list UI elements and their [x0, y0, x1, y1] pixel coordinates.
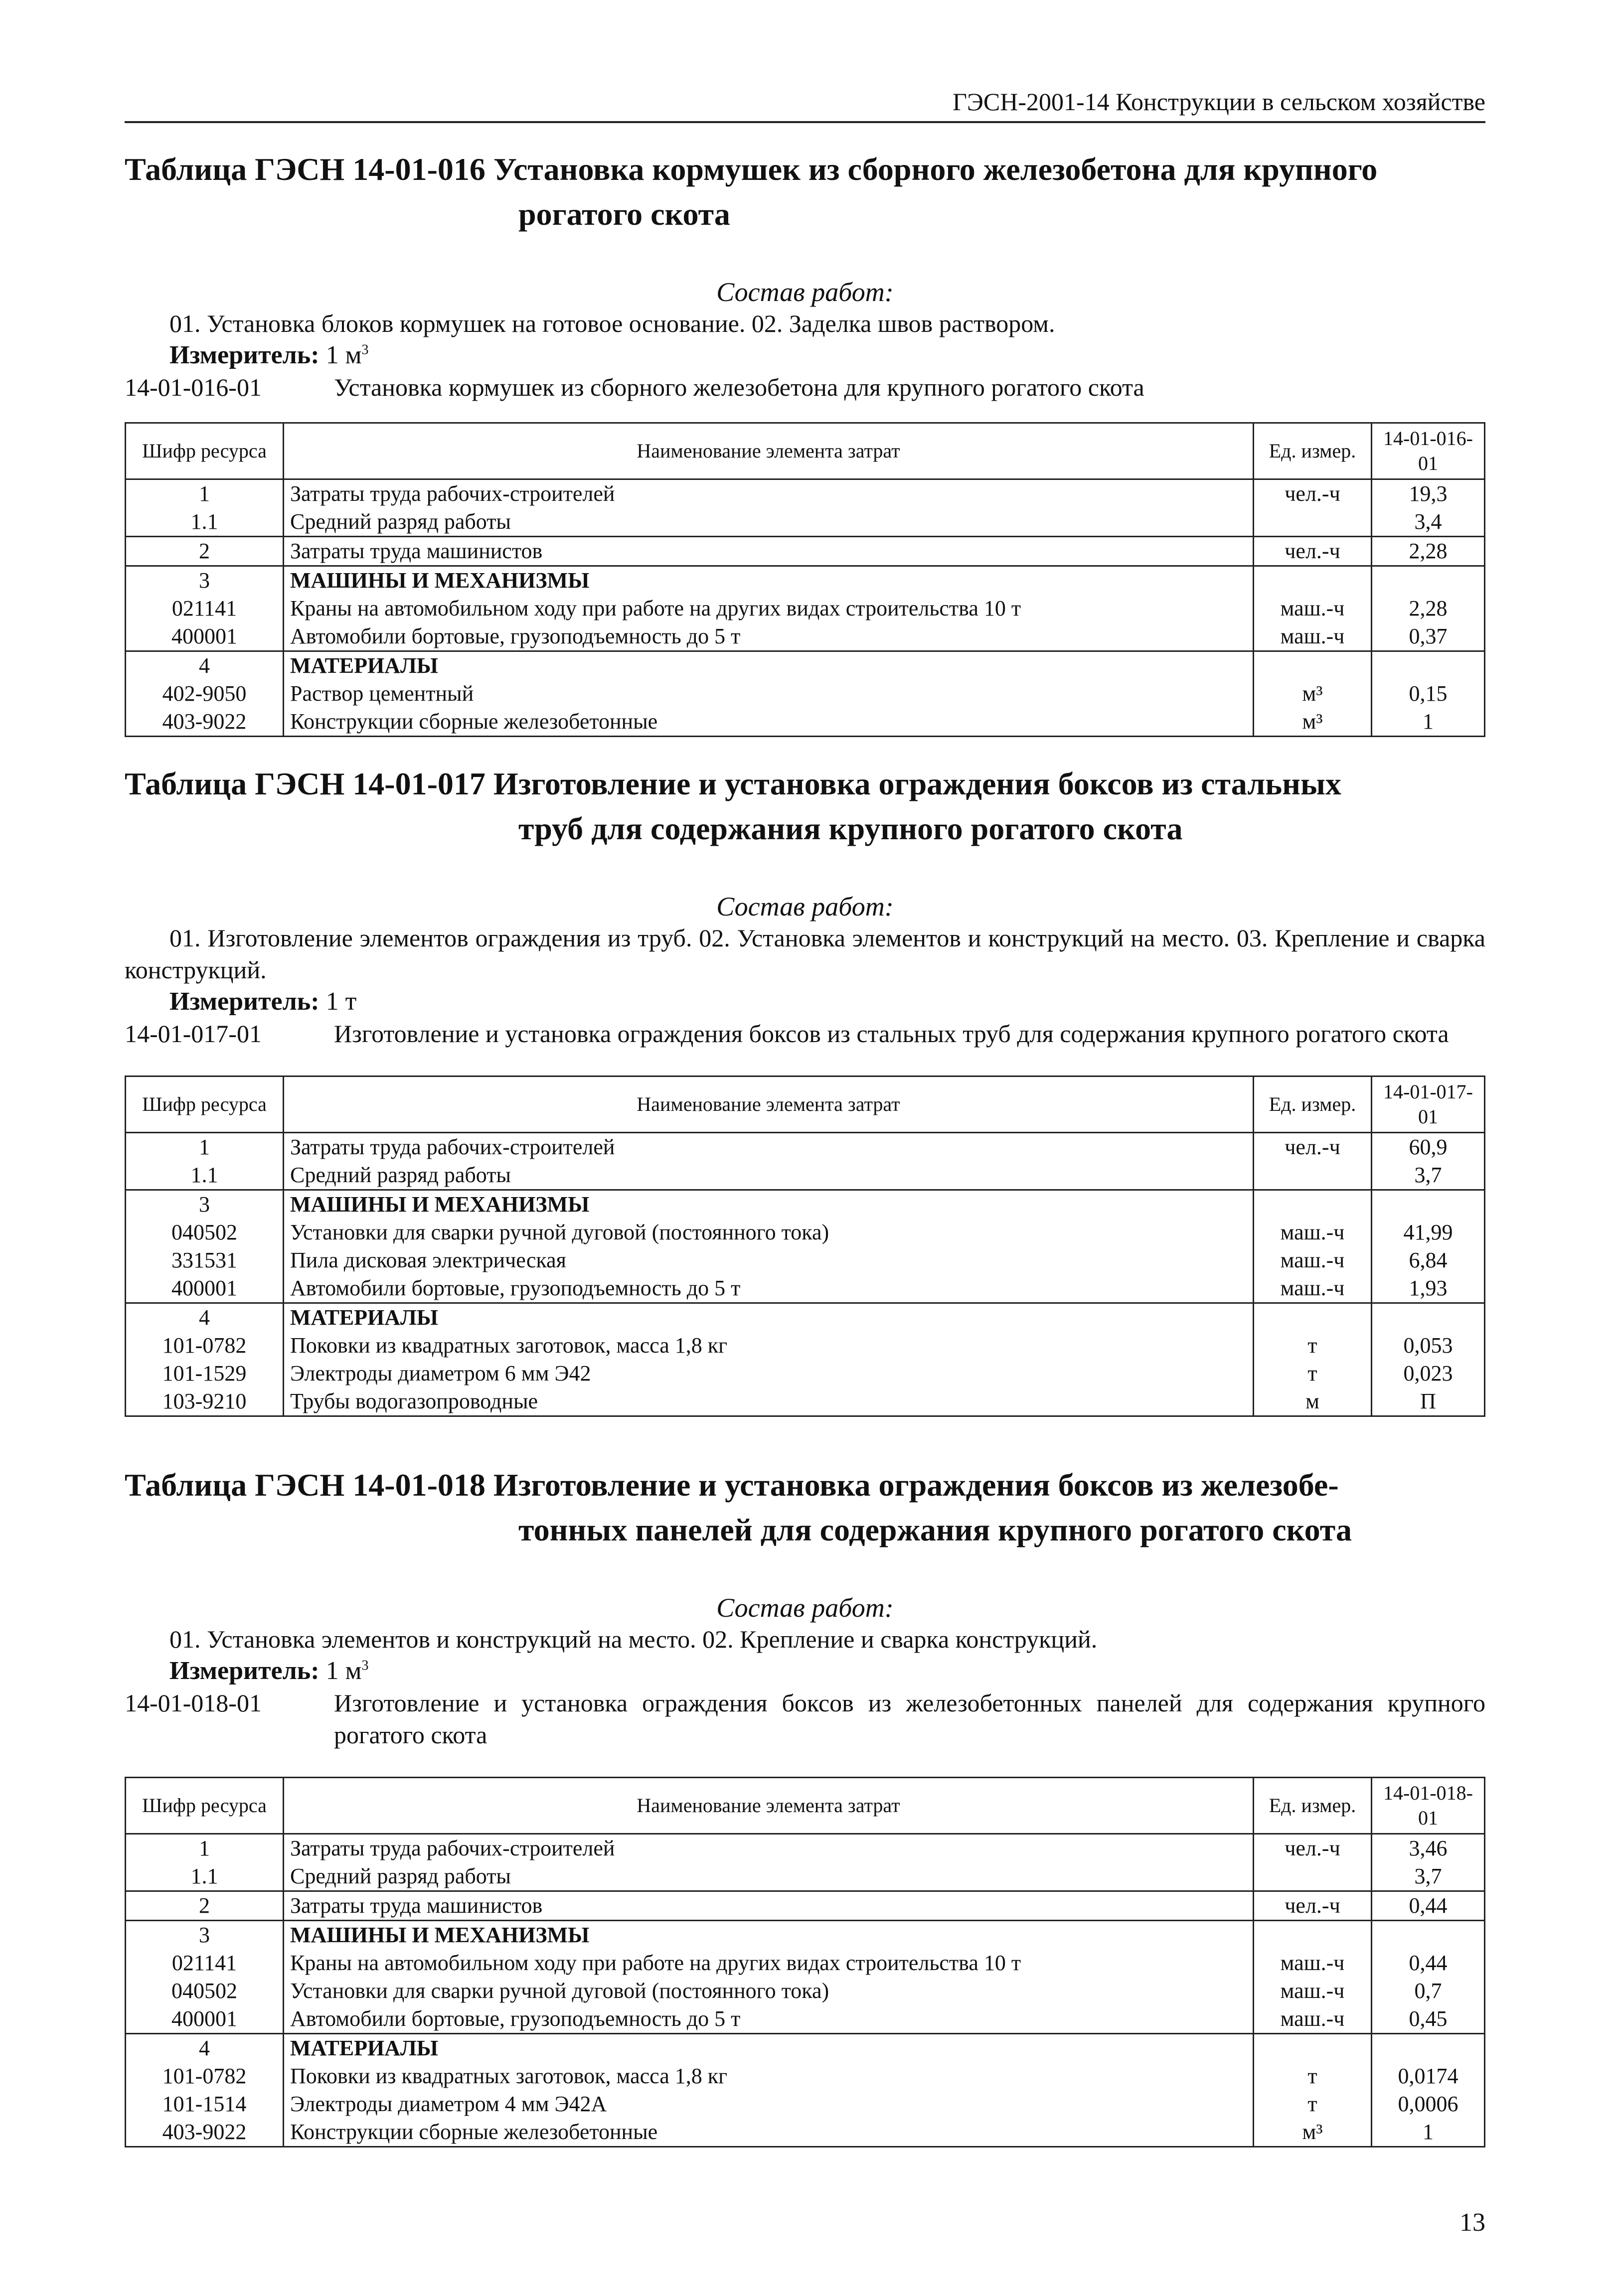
cell-unit: т	[1254, 2062, 1372, 2090]
table-row	[126, 1387, 1485, 1416]
cell-name: МАШИНЫ И МЕХАНИЗМЫ	[284, 566, 1254, 595]
cell-unit	[1254, 566, 1372, 595]
cell-value: 0,0006	[1372, 2090, 1485, 2118]
table-row	[126, 566, 1485, 595]
cell-unit	[1254, 651, 1372, 680]
measure-value: 1 т	[325, 987, 357, 1016]
cell-value: 6,84	[1372, 1246, 1485, 1274]
norm-description: Установка кормушек из сборного железобетона для крупного рогатого скота	[334, 373, 1144, 401]
table-row	[126, 2034, 1485, 2063]
cell-unit: чел.-ч	[1254, 479, 1372, 508]
cell-code: 101-0782	[126, 2062, 284, 2090]
cell-unit: чел.-ч	[1254, 1834, 1372, 1863]
cell-value: П	[1372, 1387, 1485, 1416]
measure-value: 1 м	[325, 341, 362, 369]
page-number: 13	[1459, 2208, 1485, 2237]
cell-code: 403-9022	[126, 708, 284, 737]
cell-code: 1	[126, 479, 284, 508]
table-row	[126, 2090, 1485, 2118]
table-row	[126, 1834, 1485, 1863]
cell-value: 3,46	[1372, 1834, 1485, 1863]
table-row	[126, 680, 1485, 708]
cell-code: 3	[126, 1190, 284, 1219]
table-title	[125, 762, 1485, 851]
cell-value	[1372, 1303, 1485, 1332]
cell-code: 331531	[126, 1246, 284, 1274]
col-header-name: Наименование элемента затрат	[284, 423, 1254, 479]
table-row	[126, 2062, 1485, 2090]
cell-name: Затраты труда рабочих-строителей	[284, 1133, 1254, 1162]
cell-code: 400001	[126, 1274, 284, 1303]
norm-description: Изготовление и установка ограждения боксов из железобетонных панелей для содержания крупного рогатого скота	[334, 1689, 1485, 1749]
cell-value: 0,15	[1372, 680, 1485, 708]
cell-name: Конструкции сборные железобетонные	[284, 2118, 1254, 2147]
col-header-code: Шифр ресурса	[126, 423, 284, 479]
col-header-name: Наименование элемента затрат	[284, 1778, 1254, 1834]
cell-value: 0,44	[1372, 1949, 1485, 1977]
measure-line	[125, 986, 1485, 1018]
table-row	[126, 708, 1485, 737]
cell-unit	[1254, 1921, 1372, 1950]
norm-description: Изготовление и установка ограждения боксов из стальных труб для содержания крупного рогатого скота	[334, 1020, 1449, 1048]
running-header: ГЭСН-2001-14 Конструкции в сельском хозяйстве	[125, 87, 1485, 123]
cell-name: Затраты труда машинистов	[284, 537, 1254, 566]
cell-value: 2,28	[1372, 537, 1485, 566]
table-row	[126, 1332, 1485, 1360]
works-description: 01. Изготовление элементов ограждения из труб. 02. Установка элементов и конструкций на место. 03. Крепление и сварка конструкций.	[125, 924, 1485, 984]
table-row	[126, 1161, 1485, 1190]
cell-unit	[1254, 508, 1372, 537]
cell-code: 040502	[126, 1219, 284, 1246]
table-row	[126, 1274, 1485, 1303]
table-row	[126, 1303, 1485, 1332]
cell-code: 2	[126, 1891, 284, 1921]
table-body	[126, 479, 1485, 737]
cell-unit: маш.-ч	[1254, 1274, 1372, 1303]
cell-value: 0,44	[1372, 1891, 1485, 1921]
title-line-1: Таблица ГЭСН 14-01-018 Изготовление и установка ограждения боксов из железобе-	[125, 1467, 1339, 1503]
cell-code: 4	[126, 1303, 284, 1332]
cell-name: Автомобили бортовые, грузоподъемность до 5 т	[284, 1274, 1254, 1303]
cell-unit: т	[1254, 2090, 1372, 2118]
cell-name: Краны на автомобильном ходу при работе на других видах строительства 10 т	[284, 1949, 1254, 1977]
cell-name: МАТЕРИАЛЫ	[284, 2034, 1254, 2063]
table-row	[126, 1360, 1485, 1387]
cell-value	[1372, 2034, 1485, 2063]
cell-code: 403-9022	[126, 2118, 284, 2147]
cell-unit: маш.-ч	[1254, 622, 1372, 651]
composition-label: Состав работ:	[716, 892, 894, 921]
cell-code: 021141	[126, 595, 284, 622]
cell-value: 19,3	[1372, 479, 1485, 508]
cell-unit	[1254, 1190, 1372, 1219]
resource-table	[125, 422, 1485, 737]
title-line-1: Таблица ГЭСН 14-01-016 Установка кормушек из сборного железобетона для крупного	[125, 152, 1378, 187]
cell-code: 1	[126, 1834, 284, 1863]
cell-value: 0,053	[1372, 1332, 1485, 1360]
cell-unit: маш.-ч	[1254, 2005, 1372, 2034]
cell-name: Поковки из квадратных заготовок, масса 1,8 кг	[284, 2062, 1254, 2090]
norm-row	[125, 1018, 1485, 1050]
cell-unit: маш.-ч	[1254, 1246, 1372, 1274]
norm-row	[125, 1687, 1485, 1751]
cell-code: 4	[126, 651, 284, 680]
cell-name: Электроды диаметром 4 мм Э42А	[284, 2090, 1254, 2118]
cell-code: 021141	[126, 1949, 284, 1977]
cell-unit: т	[1254, 1360, 1372, 1387]
measure-line	[125, 339, 1485, 371]
cell-code: 1.1	[126, 508, 284, 537]
cell-name: Пила дисковая электрическая	[284, 1246, 1254, 1274]
cell-unit: чел.-ч	[1254, 537, 1372, 566]
measure-line	[125, 1655, 1485, 1687]
table-row	[126, 1949, 1485, 1977]
cell-name: МАТЕРИАЛЫ	[284, 651, 1254, 680]
col-header-unit: Ед. измер.	[1254, 423, 1372, 479]
cell-value: 3,7	[1372, 1862, 1485, 1891]
table-body	[126, 1834, 1485, 2147]
cell-unit: м³	[1254, 708, 1372, 737]
cell-unit	[1254, 2034, 1372, 2063]
table-row	[126, 1133, 1485, 1162]
table-body	[126, 1133, 1485, 1416]
cell-code: 3	[126, 566, 284, 595]
cell-value: 0,45	[1372, 2005, 1485, 2034]
table-row	[126, 595, 1485, 622]
cell-unit	[1254, 1161, 1372, 1190]
cell-name: Конструкции сборные железобетонные	[284, 708, 1254, 737]
col-header-value: 14-01-018-01	[1372, 1778, 1485, 1834]
cell-code: 101-0782	[126, 1332, 284, 1360]
table-title	[125, 1463, 1485, 1552]
measure-label: Измеритель:	[169, 341, 320, 369]
cell-value: 3,4	[1372, 508, 1485, 537]
cell-name: Установки для сварки ручной дуговой (постоянного тока)	[284, 1219, 1254, 1246]
measure-label: Измеритель:	[169, 1657, 320, 1685]
table-title	[125, 147, 1485, 237]
cell-code: 400001	[126, 622, 284, 651]
cell-code: 103-9210	[126, 1387, 284, 1416]
title-line-2: труб для содержания крупного рогатого скота	[518, 811, 1183, 846]
cell-value	[1372, 651, 1485, 680]
cell-code: 402-9050	[126, 680, 284, 708]
cell-value: 3,7	[1372, 1161, 1485, 1190]
col-header-code: Шифр ресурса	[126, 1076, 284, 1133]
table-row	[126, 1921, 1485, 1950]
cell-code: 101-1529	[126, 1360, 284, 1387]
cell-name: Затраты труда рабочих-строителей	[284, 479, 1254, 508]
cell-name: Автомобили бортовые, грузоподъемность до 5 т	[284, 622, 1254, 651]
cell-value: 0,7	[1372, 1977, 1485, 2005]
cell-name: Краны на автомобильном ходу при работе на других видах строительства 10 т	[284, 595, 1254, 622]
cell-value	[1372, 1190, 1485, 1219]
composition-label: Состав работ:	[716, 277, 894, 307]
composition-label: Состав работ:	[716, 1593, 894, 1623]
col-header-unit: Ед. измер.	[1254, 1778, 1372, 1834]
cell-name: Электроды диаметром 6 мм Э42	[284, 1360, 1254, 1387]
table-row	[126, 479, 1485, 508]
measure-sup: 3	[361, 1658, 369, 1674]
col-header-value: 14-01-016-01	[1372, 423, 1485, 479]
title-line-2: тонных панелей для содержания крупного рогатого скота	[518, 1512, 1352, 1547]
resource-table	[125, 1777, 1485, 2147]
table-row	[126, 2005, 1485, 2034]
cell-unit: м³	[1254, 2118, 1372, 2147]
col-header-name: Наименование элемента затрат	[284, 1076, 1254, 1133]
cell-value: 2,28	[1372, 595, 1485, 622]
resource-table	[125, 1075, 1485, 1417]
cell-name: Затраты труда машинистов	[284, 1891, 1254, 1921]
table-row	[126, 1891, 1485, 1921]
works-description: 01. Установка блоков кормушек на готовое основание. 02. Заделка швов раствором.	[169, 309, 1055, 337]
measure-sup: 3	[361, 342, 369, 358]
cell-name: Раствор цементный	[284, 680, 1254, 708]
cell-unit: т	[1254, 1332, 1372, 1360]
cell-value: 0,0174	[1372, 2062, 1485, 2090]
cell-name: Поковки из квадратных заготовок, масса 1,8 кг	[284, 1332, 1254, 1360]
table-row	[126, 1219, 1485, 1246]
cell-value: 0,023	[1372, 1360, 1485, 1387]
col-header-unit: Ед. измер.	[1254, 1076, 1372, 1133]
cell-code: 4	[126, 2034, 284, 2063]
works-description: 01. Установка элементов и конструкций на место. 02. Крепление и сварка конструкций.	[169, 1625, 1098, 1653]
cell-code: 2	[126, 537, 284, 566]
title-line-2: рогатого скота	[518, 196, 730, 232]
cell-name: МАТЕРИАЛЫ	[284, 1303, 1254, 1332]
table-row	[126, 1862, 1485, 1891]
cell-value: 1	[1372, 708, 1485, 737]
cell-unit: м³	[1254, 680, 1372, 708]
cell-name: Затраты труда рабочих-строителей	[284, 1834, 1254, 1863]
table-row	[126, 651, 1485, 680]
cell-code: 1.1	[126, 1862, 284, 1891]
table-row	[126, 622, 1485, 651]
section-14-01-018	[125, 1463, 1485, 2147]
cell-name: Средний разряд работы	[284, 1862, 1254, 1891]
cell-name: Средний разряд работы	[284, 1161, 1254, 1190]
table-row	[126, 1190, 1485, 1219]
table-row	[126, 508, 1485, 537]
cell-unit: маш.-ч	[1254, 1977, 1372, 2005]
cell-value: 1	[1372, 2118, 1485, 2147]
title-line-1: Таблица ГЭСН 14-01-017 Изготовление и установка ограждения боксов из стальных	[125, 766, 1341, 801]
measure-value: 1 м	[325, 1657, 362, 1685]
measure-label: Измеритель:	[169, 987, 320, 1016]
table-row	[126, 2118, 1485, 2147]
cell-unit: маш.-ч	[1254, 1949, 1372, 1977]
cell-name: МАШИНЫ И МЕХАНИЗМЫ	[284, 1190, 1254, 1219]
cell-name: Автомобили бортовые, грузоподъемность до 5 т	[284, 2005, 1254, 2034]
table-row	[126, 1977, 1485, 2005]
norm-code: 14-01-016-01	[125, 373, 262, 401]
norm-code: 14-01-017-01	[125, 1020, 262, 1048]
cell-value	[1372, 566, 1485, 595]
cell-unit	[1254, 1862, 1372, 1891]
cell-name: МАШИНЫ И МЕХАНИЗМЫ	[284, 1921, 1254, 1950]
cell-unit: маш.-ч	[1254, 595, 1372, 622]
cell-code: 1.1	[126, 1161, 284, 1190]
cell-value: 60,9	[1372, 1133, 1485, 1162]
table-row	[126, 537, 1485, 566]
col-header-value: 14-01-017-01	[1372, 1076, 1485, 1133]
cell-name: Средний разряд работы	[284, 508, 1254, 537]
norm-row	[125, 371, 1485, 403]
cell-code: 3	[126, 1921, 284, 1950]
cell-name: Установки для сварки ручной дуговой (постоянного тока)	[284, 1977, 1254, 2005]
cell-unit: маш.-ч	[1254, 1219, 1372, 1246]
col-header-code: Шифр ресурса	[126, 1778, 284, 1834]
section-14-01-016	[125, 147, 1485, 737]
table-row	[126, 1246, 1485, 1274]
cell-unit	[1254, 1303, 1372, 1332]
cell-code: 040502	[126, 1977, 284, 2005]
cell-code: 400001	[126, 2005, 284, 2034]
cell-name: Трубы водогазопроводные	[284, 1387, 1254, 1416]
section-14-01-017	[125, 762, 1485, 1417]
cell-value: 1,93	[1372, 1274, 1485, 1303]
cell-code: 101-1514	[126, 2090, 284, 2118]
cell-unit: чел.-ч	[1254, 1133, 1372, 1162]
cell-unit: м	[1254, 1387, 1372, 1416]
cell-unit: чел.-ч	[1254, 1891, 1372, 1921]
cell-value	[1372, 1921, 1485, 1950]
cell-value: 41,99	[1372, 1219, 1485, 1246]
norm-code: 14-01-018-01	[125, 1689, 262, 1717]
cell-code: 1	[126, 1133, 284, 1162]
cell-value: 0,37	[1372, 622, 1485, 651]
